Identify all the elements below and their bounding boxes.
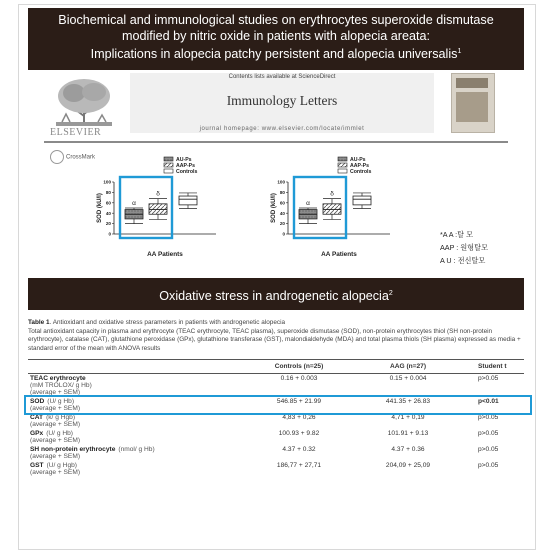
y-axis-label: SOD (kU/l) [271, 193, 277, 223]
header-rule [44, 141, 508, 143]
row-param-name: CAT [30, 414, 44, 421]
abbr-aap: AAP : 원형탈모 [440, 243, 489, 252]
table-header-row [28, 360, 524, 374]
journal-title-box [130, 73, 434, 133]
y-tick-label: 20 [105, 221, 111, 227]
x-axis-label: AA Patients [321, 251, 357, 258]
row-param-name: GPx [30, 430, 44, 437]
stress-parameters-table [28, 359, 524, 477]
legend-swatch [164, 157, 173, 161]
legend-label: AU-Ps [350, 157, 366, 163]
crossmark-label: CrossMark [66, 154, 96, 161]
row-controls-value: 100.93 + 9.82 [278, 430, 320, 437]
y-tick-label: 0 [108, 231, 111, 237]
abbr-au: A U : 전신탈모 [440, 256, 486, 265]
y-tick-label: 0 [282, 231, 285, 237]
legend-label: AAP-Ps [350, 163, 370, 169]
row-controls-value: 4,83 + 0,26 [282, 414, 316, 421]
table-caption: Total antioxidant capacity in plasma and erythrocyte (TEAC erythrocyte, TEAC plasma), superoxide dismutase (SOD), non-protein erythrocytes thiol (SH non-protein erythrocyte), catalase (CAT), glutathione peroxidase (GPx), glutathione transferase (GST), malondialdehyde (MDA) and total plasma thiols (SH plasma) expressed as media + standard error of the mean with ANOVA results [28, 327, 521, 352]
row-param-stat: (average + SEM) [30, 453, 81, 460]
header-param [28, 360, 242, 374]
table-title-text: . Antioxidant and oxidative stress parameters in patients with androgenetic alopecia [49, 319, 286, 326]
legend-label: Controls [350, 169, 372, 175]
row-param-name: TEAC erythrocyte [30, 375, 86, 382]
elsevier-wordmark: ELSEVIER [50, 127, 102, 138]
section-title: Oxidative stress in androgenetic alopecia [159, 289, 389, 304]
row-aag-value: 204,09 + 25,09 [385, 462, 431, 469]
banner-line-3: Implications in alopecia patchy persistent and alopecia universalis [90, 47, 458, 62]
sod-row-highlight [24, 395, 532, 415]
chart-svg [92, 150, 242, 270]
legend-swatch [164, 163, 173, 167]
table-number: Table 1 [28, 319, 50, 326]
row-param-unit: (mM TROLOX/ g Hb) [30, 382, 92, 389]
legend-label: AAP-Ps [176, 163, 196, 169]
row-controls-value: 4.37 + 0.32 [282, 446, 316, 453]
box-annotation: α [132, 200, 136, 207]
y-tick-label: 80 [105, 190, 111, 195]
crossmark-badge[interactable] [50, 150, 95, 164]
row-student-t: p>0.05 [478, 414, 499, 421]
chart-svg [266, 150, 416, 270]
contents-line: Contents lists available at ScienceDirect [228, 74, 336, 80]
y-tick-label: 100 [103, 179, 111, 185]
row-param-unit: (U/ g Hgb) [46, 462, 77, 469]
table-title [28, 319, 524, 328]
row-student-t: p>0.05 [478, 462, 499, 469]
row-aag-value: 441.35 + 26.83 [385, 398, 431, 405]
y-tick-label: 40 [279, 210, 285, 216]
y-tick-label: 60 [279, 200, 285, 206]
row-param-stat: (average + SEM) [30, 389, 81, 396]
table-row [28, 413, 524, 429]
abbreviation-legend [440, 228, 488, 267]
legend-swatch [164, 169, 173, 173]
elsevier-tree-logo [50, 73, 118, 135]
header-controls: Controls (n=25) [242, 360, 356, 374]
table-row [28, 429, 524, 445]
row-student-t: p>0.05 [478, 446, 499, 453]
row-param-stat: (average + SEM) [30, 437, 81, 444]
sod-boxplot-right [266, 150, 416, 270]
table-section [28, 319, 524, 477]
x-axis-label: AA Patients [147, 251, 183, 258]
row-param-name: SOD [30, 398, 45, 405]
legend-swatch [338, 169, 347, 173]
row-param-unit: (U/ g Hb) [46, 430, 73, 437]
box-annotation: α [306, 200, 310, 207]
row-aag-value: 101.91 + 9.13 [387, 430, 429, 437]
row-param-unit: (k/ g Hgb) [46, 414, 76, 421]
legend-swatch [338, 157, 347, 161]
journal-homepage: journal homepage: www.elsevier.com/locate/immlet [199, 126, 365, 132]
box-aap-ps [149, 204, 167, 214]
row-param-stat: (average + SEM) [30, 421, 81, 428]
row-controls-value: 0.16 + 0.003 [280, 375, 318, 382]
legend-swatch [338, 163, 347, 167]
y-tick-label: 20 [279, 221, 285, 227]
row-student-t: p>0.05 [478, 375, 499, 382]
box-controls [179, 196, 197, 205]
row-aag-value: 4.37 + 0.36 [391, 446, 425, 453]
y-tick-label: 40 [105, 210, 111, 216]
table-row [28, 461, 524, 477]
row-student-t: p>0.05 [478, 430, 499, 437]
row-param-name: SH non-protein erythrocyte [30, 446, 116, 453]
y-tick-label: 60 [105, 200, 111, 206]
banner-line-1: Biochemical and immunological studies on erythrocytes superoxide dismutase [58, 13, 494, 27]
box-annotation: δ [330, 190, 334, 198]
legend-label: AU-Ps [176, 157, 192, 163]
section-ref: 2 [388, 290, 393, 297]
row-param-name: GST [30, 462, 44, 469]
header-aag: AAG (n=27) [356, 360, 460, 374]
title-banner [28, 8, 524, 70]
box-aap-ps [323, 204, 341, 214]
sod-boxplot-left [92, 150, 242, 270]
row-param-stat: (average + SEM) [30, 405, 81, 412]
banner-line-2: modified by nitric oxide in patients with alopecia areata: [121, 29, 431, 43]
row-controls-value: 186,77 + 27,71 [276, 462, 322, 469]
crossmark-icon [50, 150, 64, 164]
header-student-t: Student t [460, 360, 524, 374]
abbr-aa: *A A :탈 모 [440, 230, 474, 239]
row-student-t: p<0.01 [478, 398, 499, 405]
y-tick-label: 80 [279, 190, 285, 195]
journal-cover-thumbnail [451, 73, 495, 133]
row-param-unit: (nmol/ g Hb) [118, 446, 155, 453]
y-tick-label: 100 [277, 179, 285, 185]
legend-label: Controls [176, 169, 198, 175]
row-param-unit: (U/ g Hb) [47, 398, 75, 405]
journal-title: Immunology Letters [226, 93, 338, 108]
y-axis-label: SOD (kU/l) [97, 193, 103, 223]
section-banner [28, 278, 524, 310]
row-aag-value: 4,71 + 0,19 [391, 414, 425, 421]
row-param-stat: (average + SEM) [30, 469, 81, 476]
table-row [28, 445, 524, 461]
box-controls [353, 196, 371, 205]
banner-ref: 1 [457, 48, 462, 55]
journal-header [44, 71, 508, 141]
row-controls-value: 546.85 + 21.99 [276, 398, 322, 405]
row-aag-value: 0.15 + 0.004 [389, 375, 427, 382]
box-annotation: δ [156, 190, 160, 198]
table-row [28, 374, 524, 398]
